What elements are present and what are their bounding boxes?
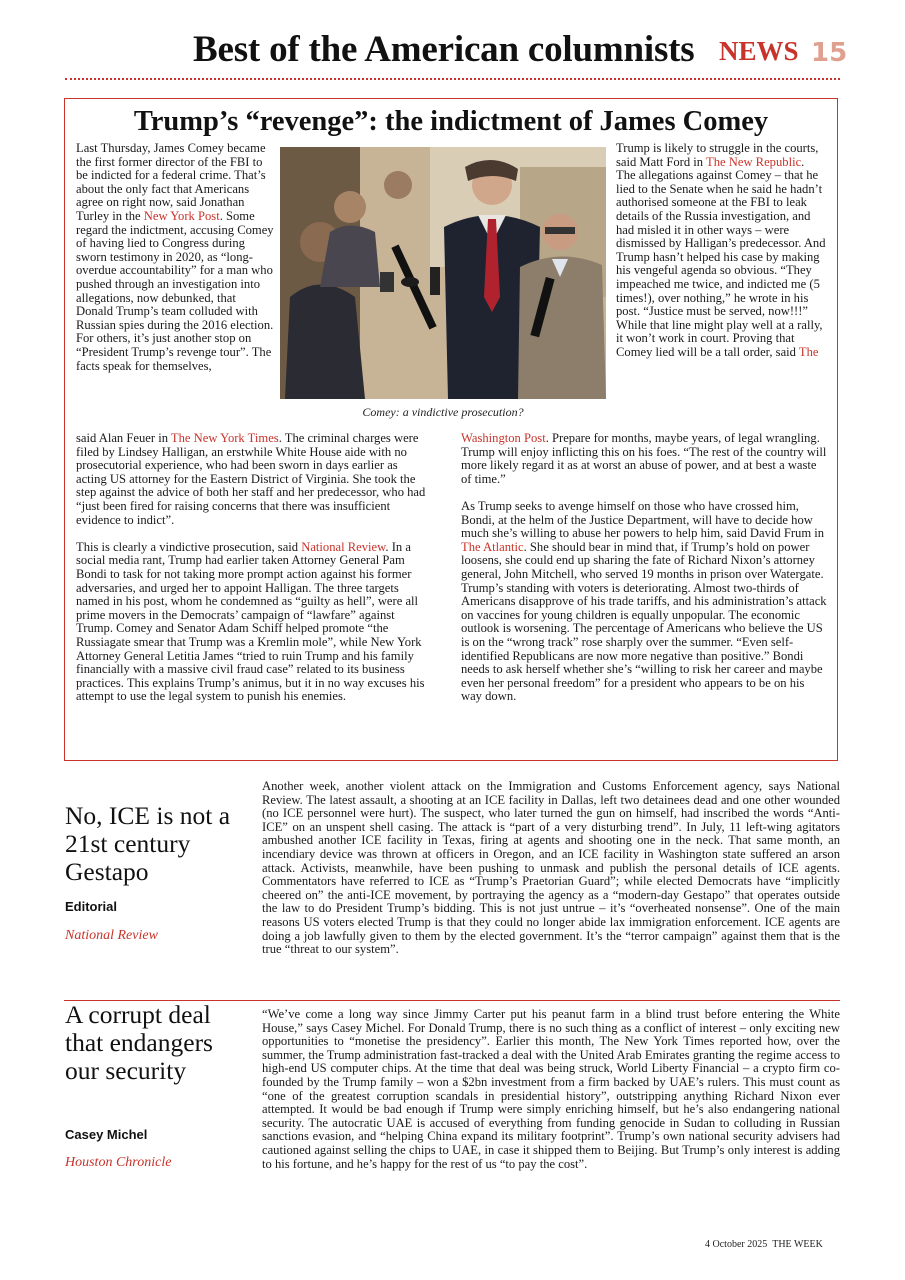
main-right-text: . Prepare for months, maybe years, of legal wrangling. Trump will enjoy inflicting this on his foes. “The rest of the country will more likely regard it as at worst an abuse of power, and at best a waste of time.” — [461, 431, 827, 486]
source-link-the-atlantic[interactable]: The Atlantic — [461, 539, 524, 554]
article-author: Editorial — [65, 899, 118, 914]
page-section-title: Best of the American columnists — [193, 29, 695, 70]
main-left-text: . The criminal charges were filed by Lindsey Halligan, an erstwhile White House aide with no prosecutorial experience, who had been sworn in days earlier as acting US attorney for the Eastern District of Virginia. She took the step against the advice of both her staff and her predecessor, who had “just been fired for raising concerns that there was insufficient evidence to indict”. — [76, 431, 426, 527]
source-link-washington-post-part2[interactable]: Washington Post — [461, 431, 546, 445]
article-source[interactable]: National Review — [65, 928, 158, 943]
article-title: No, ICE is not a 21st century Gestapo — [65, 801, 231, 886]
main-left-text: This is clearly a vindictive prosecution, said — [76, 539, 302, 554]
footer-publication: THE WEEK — [772, 1239, 823, 1250]
photo-caption: Comey: a vindictive prosecution? — [362, 405, 524, 419]
source-link-national-review[interactable]: National Review — [301, 539, 386, 554]
main-right-column-top — [616, 142, 826, 360]
source-link-new-york-times[interactable]: The New York Times — [170, 431, 279, 445]
article-source[interactable]: Houston Chronicle — [65, 1155, 172, 1170]
source-link-new-york-post[interactable]: New York Post — [143, 208, 220, 223]
main-right-text: As Trump seeks to avenge himself on those who have crossed him, Bondi, at the helm of the Justice Department, will have to decide how much she’s willing to abuse her powers to help him, said David Frum in — [461, 498, 825, 541]
source-link-new-republic[interactable]: The New Republic — [706, 154, 802, 169]
section-label: NEWS — [719, 36, 799, 66]
footer-date: 4 October 2025 — [705, 1239, 768, 1250]
main-left-text: . In a social media rant, Trump had earlier taken Attorney General Pam Bondi to task for not taking more prompt action against his former adversaries, and urged her to appoint Halligan. The three targets named in his post, whom he condemned as “guilty as hell”, were all prime movers in the Democrats’ campaign of “lawfare” against Trump. Comey and Senator Adam Schiff helped promote “the Russiagate smear that Trump was a Kremlin mole”, while New York Attorney General Letitia James “tried to ruin Trump and his family financially with a massive civil fraud case” related to its business practices. This explains Trump’s animus, but it in no way excuses his attempt to use the legal system to punish his enemies. — [76, 539, 425, 704]
header-divider — [65, 78, 840, 80]
page-footer — [705, 1239, 823, 1250]
comey-photo — [280, 147, 606, 399]
main-right-text: . She should bear in mind that, if Trump’s hold on power loosens, she could end up sharing the fate of Richard Nixon’s attorney general, John Mitchell, who served 19 months in prison over Watergate. Trump’s standing with voters is deteriorating. Almost two-thirds of Americans disapprove of his trade tariffs, and his administration’s attack on vaccines for young children is equally unpopular. The economic outlook is worsening. The percentage of Americans who believe the US is on the “wrong track” rose sharply over the summer. “Even self-identified Republicans are now more negative than positive.” Bondi needs to ask herself whether she’s “willing to risk her career and maybe even her personal freedom” for a president who appears to be on his way down. — [461, 539, 827, 704]
page-number: 15 — [811, 38, 848, 68]
main-left-text: . Some regard the indictment, accusing Comey of having lied to Congress during sworn testimony in 2020, as “long-overdue accountability” for a man who pushed through an investigation into allegations, now debunked, that Donald Trump’s team colluded with Russian spies during the 2016 election. For others, it’s just another stop on “President Trump’s revenge tour”. The facts speak for themselves, — [76, 208, 274, 373]
article-body: “We’ve come a long way since Jimmy Carter put his peanut farm in a blind trust before entering the White House,” says Casey Michel. For Donald Trump, there is no such thing as a conflict of interest – only exciting new opportunities to “monetise the presidency”. Earlier this month, The New York Times reported how, over the summer, the Trump administration fast-tracked a deal with the United Arab Emirates granting the regime access to high-end US computer chips. At the time that deal was being struck, World Liberty Financial – a crypto firm co-founded by the Trump family – won a $2bn investment from a firm backed by UAE’s rulers. This must count as “one of the greatest corruption scandals in presidential history”, outstripping anything Richard Nixon ever attempted. It would be bad enough if Trump were simply enriching himself, but he’s also endangering national security. The autocratic UAE is accused of everything from funding genocide in Sudan to colluding in Russian sanctions evasion, and “helping China expand its military footprint”. Trump’s own national security advisers had cautioned against selling the chips to UAE, in case it shipped them to Beijing. But Trump’s only interest is adding to his fortune, and he’s happy for the rest of us “to pay the cost”. — [262, 1007, 840, 1171]
main-left-column-top — [76, 142, 274, 373]
main-left-column-bottom — [76, 432, 430, 717]
article-title: A corrupt deal that endangers our security — [65, 1000, 213, 1085]
main-right-text: . The allegations against Comey – that he lied to the Senate when he said he hadn’t authorised someone at the FBI to leak details of the Russia investigation, and had misled it in other ways – were dismissed by Halligan’s predecessor. And Trump hasn’t helped his case by making his vengeful agenda so obvious. “They impeached me twice, and indicted me (5 times!), over nothing,” he wrote in his post. “Justice must be served, now!!!” While that line might play well at a rally, it won’t work in court. Proving that Comey lied will be a tall order, said — [616, 154, 826, 359]
article-body: Another week, another violent attack on the Immigration and Customs Enforcement agency, says National Review. The latest assault, a shooting at an ICE facility in Dallas, left two detainees dead and one other wounded (no ICE personnel were hurt). The suspect, who later turned the gun on himself, had inscribed the words “Anti-ICE” on an unspent shell casing. The attack is “part of a very disturbing trend”. In July, 11 left-wing agitators ambushed another ICE facility in Texas, firing at agents and shooting one in the neck. That same month, an incendiary device was thrown at officers in Oregon, and an ICE facility in Washington state suffered an arson attack. Activists, meanwhile, have been pushing to unmask and publish the personal details of ICE agents. Commentators have referred to ICE as “Trump’s Praetorian Guard”; while elected Democrats have “implicitly cheered on” the anti-ICE movement, by portraying the agency as a “modern-day Gestapo” that operates outside the law to do President Trump’s bidding. This is not just untrue – it’s “overheated nonsense”. One of the main reasons US voters elected Trump is that they could no longer abide lax immigration enforcement. ICE agents are doing a job lawfully given to them by the elected government. It’s the “terror campaign” against them that is the true “threat to our system”. — [262, 779, 840, 957]
photo-illustration — [280, 147, 606, 399]
article-author: Casey Michel — [65, 1127, 148, 1142]
main-headline: Trump’s “revenge”: the indictment of James Comey — [133, 106, 769, 137]
main-left-text: said Alan Feuer in — [76, 431, 171, 445]
main-right-text: Trump is likely to struggle in the courts, said Matt Ford in — [616, 141, 819, 169]
main-right-column-bottom — [461, 432, 827, 717]
source-link-washington-post-part1[interactable]: The — [798, 344, 819, 359]
main-left-text: Last Thursday, James Comey became the first former director of the FBI to be indicted for a federal crime. That’s about the only fact that Americans agree on right now, said Jonathan Turley in the — [76, 141, 266, 223]
